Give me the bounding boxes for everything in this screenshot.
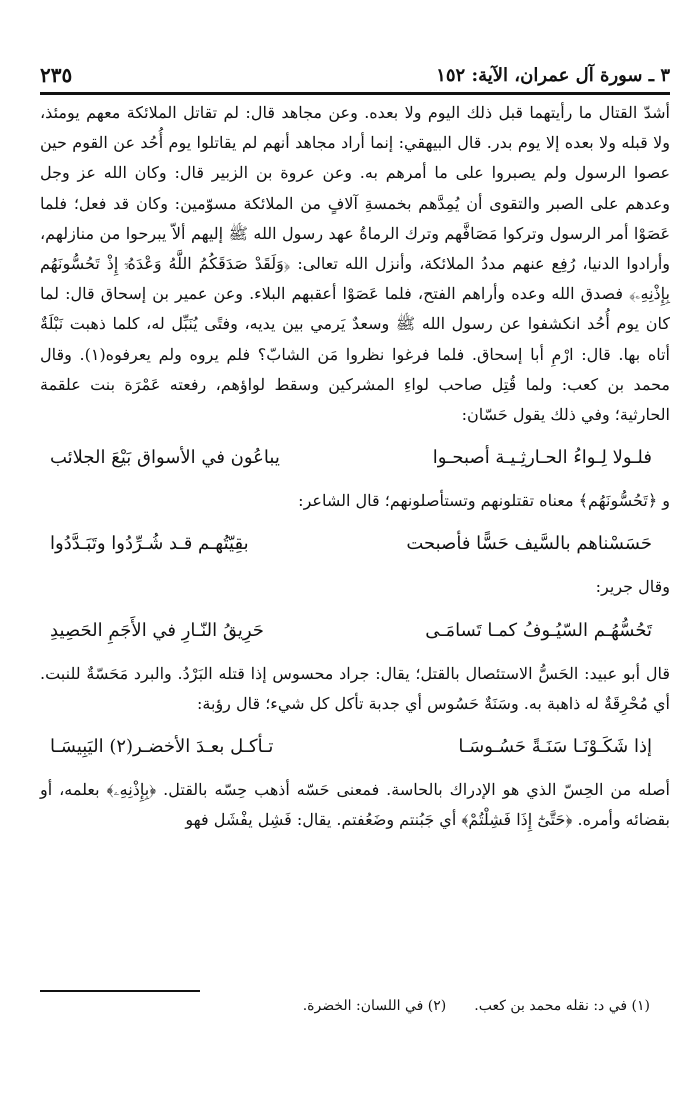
footnote-2: (٢) في اللسان: الخضرة.: [302, 998, 447, 1014]
verse-hemistich-left: تـأكـل بعـدَ الأخضـر(٢) اليَبِيسَـا: [50, 736, 274, 758]
verse-poet: [40, 524, 670, 564]
explanation-line: و ﴿تَحُسُّونَهُم﴾ معناه تقتلونهم وتستأصلونهم؛ قال الشاعر:: [298, 491, 670, 511]
verse-hemistich-left: يباعُون في الأسواق بَيْعَ الجلائب: [50, 447, 280, 469]
jarir-label: وقال جرير:: [595, 577, 670, 597]
header-rule: [40, 92, 670, 95]
verse-jarir: [40, 611, 670, 651]
page-header: [40, 60, 670, 90]
verse-ruba: [40, 727, 670, 767]
book-page: [40, 60, 670, 1097]
verse-hemistich-left: حَرِيقُ النّـارِ في الأَجَمِ الحَصِيدِ: [50, 619, 264, 641]
page-body: [40, 98, 670, 835]
verse-hemistich-right: تَحُسُّهُـم السّيُـوفُ كمـا تَسامَـى: [425, 619, 652, 641]
page-number: ٢٣٥: [40, 63, 73, 87]
verse-hemistich-right: إذا شَكَـوْنَـا سَنَـةً حَسُـوسَـا: [458, 736, 652, 758]
verse-hemistich-left: بقِيّتُهـم قـد شُـرِّدُوا وتَبَـدَّدُوا: [50, 533, 249, 555]
footnote-1: (١) في د: نقله محمد بن كعب.: [474, 998, 650, 1014]
footnote-rule: [40, 990, 200, 992]
footnotes: [40, 998, 650, 1014]
paragraph-2: قال أبو عبيد: الحَسُّ الاستئصال بالقتل؛ يقال: جراد محسوس إذا قتله البَرْدُ. والبرد مَحَسّةٌ للنبت. أي مُحْرِقَةٌ له ذاهبة به. وسَنَةٌ حَسُوس أي جدبة تأكل كل شيء؛ قال رؤبة:: [40, 663, 670, 713]
paragraph-1: أشدّ القتال ما رأيتهما قبل ذلك اليوم ولا بعده. وعن مجاهد قال: لم تقاتل الملائكة معهم يومئذ، ولا قبله ولا بعده إلا يوم بدر. قال البيهقي: إنما أراد مجاهد أنهم لم يقاتلوا يوم أُحُد عن القوم حين عصوا الرسول ولم يصبروا على ما أمرهم به. وعن عروة بن الزبير قال: وكان الله عز وجل وعدهم على الصبر والتقوى أن يُمِدَّهم بخمسةِ آلافٍ من الملائكة مسوّمين: وكان قد فعل؛ فلما عَصَوْا أمر الرسول وتركوا مَصَافَّهم وترك الرماةُ عهد رسول الله ﷺ إليهم ألاّ يبرحوا من منازلهم، وأرادوا الدنيا، رُفِع عنهم مددُ الملائكة، وأنزل الله تعالى: ﴿وَلَقَدْ صَدَقَكُمُ اللَّهُ وَعْدَهُۥٓ إِذْ تَحُسُّونَهُم بِإِذْنِهِۦ﴾ فصدق الله وعده وأراهم الفتح، فلما عَصَوْا أعقبهم البلاء. وعن عمير بن إسحاق قال: لما كان يوم أُحُد انكشفوا عن رسول الله ﷺ وسعدٌ يَرمي بين يديه، وفتًى يُنَبِّل له، كلما ذهبت نَبْلَةٌ أتاه بها. قال: ارْمِ أبا إسحاق. فلما فرغوا نظروا مَن الشابّ؟ فلم يروه ولم يعرفوه(١). وقال محمد بن كعب: ولما قُتِل صاحب لواءِ المشركين وسقط لواؤهم، رفعته عَمْرَة بنت علقمة الحارثية؛ وفي ذلك يقول حَسّان:: [40, 103, 670, 425]
verse-hemistich-right: حَسَسْناهم بالسَّيف حَسًّا فأصبحت: [406, 533, 652, 555]
verse-hemistich-right: فلـولا لِـواءُ الحـارثِـيـة أصبحـوا: [432, 447, 652, 469]
running-title: ٣ ـ سورة آل عمران، الآية: ١٥٢: [436, 64, 670, 86]
paragraph-3: أصله من الحِسّ الذي هو الإدراك بالحاسة. فمعنى حَسّه أذهب حِسّه بالقتل. ﴿بِإِذْنِهِۦ﴾ بعلمه، أو بقضائه وأمره. ﴿حَتَّىٰٓ إِذَا فَشِلْتُمْ﴾ أي جَبُنتم وضَعُفتم. يقال: فَشِل يفْشَل فهو: [40, 780, 670, 830]
verse-hassan: [40, 438, 670, 478]
